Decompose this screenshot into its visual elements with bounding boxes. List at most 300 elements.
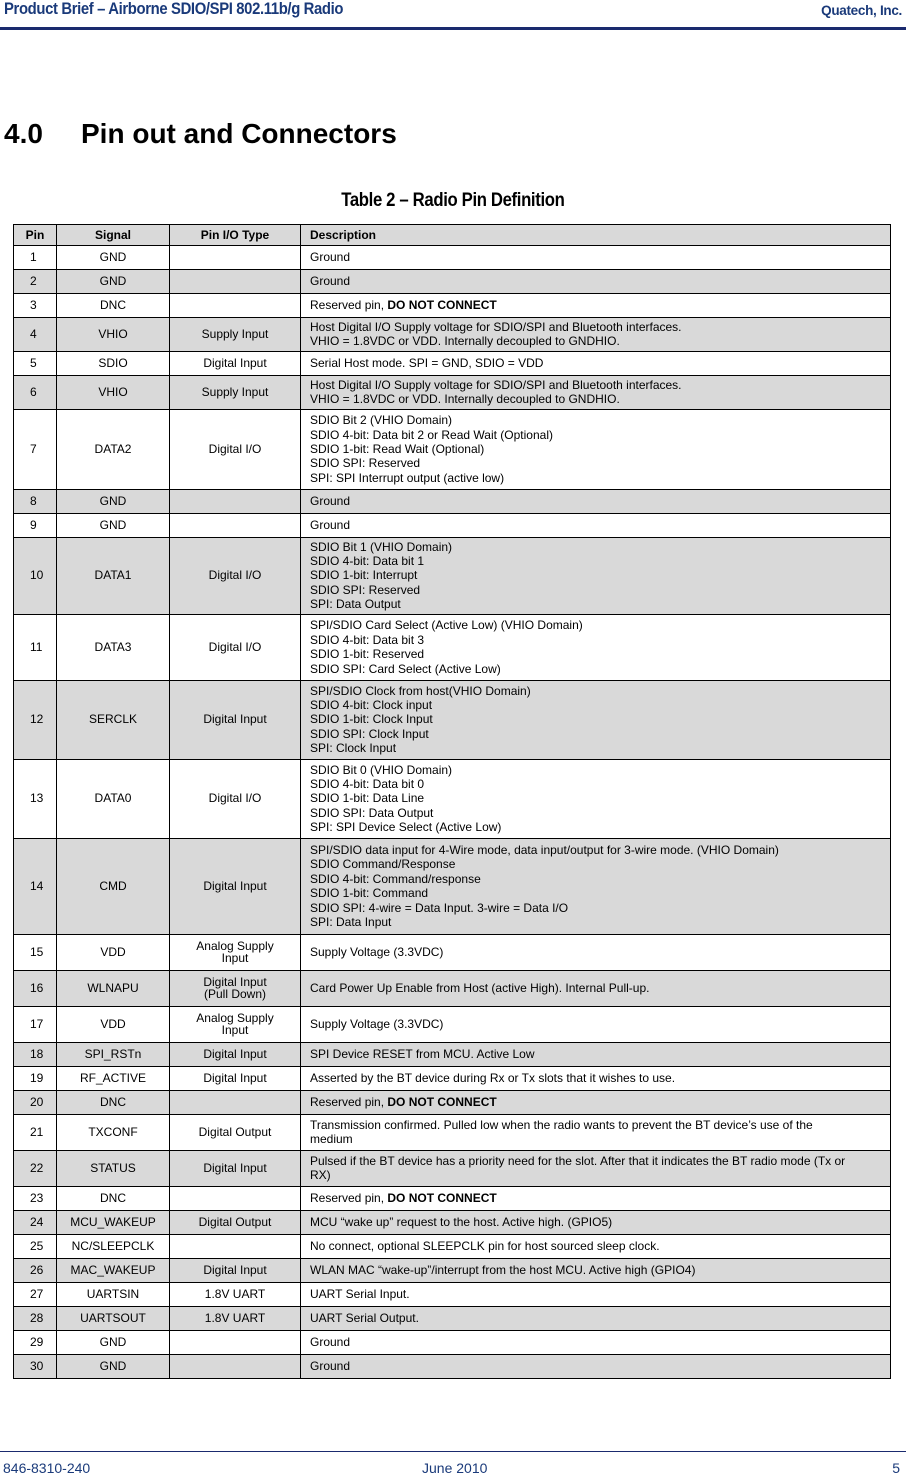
description-text: SDIO SPI: Reserved: [310, 456, 421, 471]
table-row: [14, 934, 891, 970]
description-text: SDIO Bit 2 (VHIO Domain): [310, 413, 453, 428]
table-row: [14, 1306, 891, 1330]
description-cell: [301, 1066, 891, 1090]
description-cell: [301, 246, 891, 270]
signal-cell: GND: [57, 270, 170, 294]
description-text: UART Serial Output.: [310, 1310, 419, 1325]
description-text: Card Power Up Enable from Host (active High). Internal Pull-up.: [310, 980, 650, 995]
pin-number-cell: 1: [14, 246, 57, 270]
signal-cell: DATA1: [57, 537, 170, 614]
description-cell: [301, 513, 891, 537]
description-line: [310, 945, 884, 959]
io-type-cell: [170, 1306, 301, 1330]
description-text: Ground: [310, 250, 351, 265]
description-line: [310, 1047, 884, 1061]
description-cell: [301, 970, 891, 1006]
table-row: [14, 614, 891, 680]
description-text: SDIO 1-bit: Reserved: [310, 647, 425, 662]
description-text: SDIO 1-bit: Interrupt: [310, 568, 418, 583]
pin-number-cell: 14: [14, 838, 57, 934]
description-line: [310, 872, 884, 886]
signal-cell: DNC: [57, 1186, 170, 1210]
description-text: Ground: [310, 274, 351, 289]
description-cell: [301, 1234, 891, 1258]
pin-number-cell: 7: [14, 409, 57, 489]
description-cell: [301, 1186, 891, 1210]
description-line: [310, 1335, 884, 1349]
description-line: [310, 250, 884, 264]
description-line: [310, 1263, 884, 1277]
description-line: [310, 456, 884, 470]
pin-number-cell: 27: [14, 1282, 57, 1306]
io-type-line: Digital Input: [203, 712, 267, 727]
pin-number-cell: 2: [14, 270, 57, 294]
description-line: [310, 428, 884, 442]
signal-cell: DATA3: [57, 614, 170, 680]
table-row: [14, 1042, 891, 1066]
pin-number-cell: 8: [14, 489, 57, 513]
io-type-cell: [170, 1210, 301, 1234]
header-rule: [0, 27, 906, 30]
description-line: [310, 334, 884, 348]
signal-cell: DATA2: [57, 409, 170, 489]
description-text: Serial Host mode. SPI = GND, SDIO = VDD: [310, 356, 544, 371]
signal-cell: GND: [57, 1330, 170, 1354]
io-type-cell: [170, 1114, 301, 1150]
io-type-line: Digital Output: [198, 1214, 272, 1229]
description-cell: [301, 614, 891, 680]
table-row: [14, 351, 891, 375]
description-text: SDIO 4-bit: Command/response: [310, 871, 481, 886]
signal-cell: GND: [57, 246, 170, 270]
io-type-cell: [170, 1234, 301, 1258]
description-text: SPI Device RESET from MCU. Active Low: [310, 1046, 535, 1061]
description-line: [310, 356, 884, 370]
description-line: [310, 1095, 884, 1109]
pin-number-cell: 12: [14, 680, 57, 759]
description-text: SDIO SPI: Reserved: [310, 582, 421, 597]
description-cell: [301, 680, 891, 759]
io-type-cell: [170, 1066, 301, 1090]
io-type-cell: [170, 838, 301, 934]
io-type-cell: [170, 537, 301, 614]
signal-cell: GND: [57, 489, 170, 513]
page-header: [0, 0, 906, 30]
signal-cell: DNC: [57, 294, 170, 318]
description-cell: [301, 294, 891, 318]
io-type-line: (Pull Down): [203, 987, 266, 1002]
table-row: [14, 246, 891, 270]
description-cell: [301, 409, 891, 489]
description-cell: [301, 1258, 891, 1282]
description-line: [310, 1239, 884, 1253]
description-text: SPI/SDIO Clock from host(VHIO Domain): [310, 683, 531, 698]
io-type-line: Digital Input: [203, 1046, 267, 1061]
description-line: [310, 1071, 884, 1085]
description-text: SDIO 1-bit: Data Line: [310, 791, 425, 806]
io-type-line: Input: [221, 951, 249, 966]
signal-cell: DATA0: [57, 759, 170, 838]
description-text: SDIO 4-bit: Data bit 0: [310, 777, 425, 792]
description-text: Reserved pin,: [310, 298, 388, 313]
description-line: [310, 886, 884, 900]
description-cell: [301, 489, 891, 513]
io-type-line: Analog Supply: [196, 1010, 274, 1025]
description-cell: [301, 1330, 891, 1354]
description-line: [310, 1168, 884, 1182]
company-name: Quatech, Inc.: [821, 3, 902, 18]
table-row: [14, 1258, 891, 1282]
description-line: [310, 633, 884, 647]
pin-number-cell: 10: [14, 537, 57, 614]
description-text: No connect, optional SLEEPCLK pin for host sourced sleep clock.: [310, 1238, 660, 1253]
io-type-cell: [170, 409, 301, 489]
table-row: [14, 1150, 891, 1186]
signal-cell: NC/SLEEPCLK: [57, 1234, 170, 1258]
description-line: [310, 568, 884, 582]
document-title: Product Brief – Airborne SDIO/SPI 802.11b/g Radio: [4, 0, 344, 18]
description-text: Supply Voltage (3.3VDC): [310, 944, 444, 959]
table-row: [14, 1210, 891, 1234]
description-line: [310, 662, 884, 676]
io-type-cell: [170, 1090, 301, 1114]
description-line: [310, 298, 884, 312]
section-heading: [4, 118, 397, 150]
description-cell: [301, 1006, 891, 1042]
signal-cell: SDIO: [57, 351, 170, 375]
warning-text: DO NOT CONNECT: [387, 298, 497, 313]
column-header-pin: Pin: [14, 225, 57, 246]
io-type-cell: [170, 489, 301, 513]
description-line: [310, 698, 884, 712]
description-line: [310, 554, 884, 568]
description-text: Reserved pin,: [310, 1190, 388, 1205]
column-header-description: Description: [301, 225, 891, 246]
signal-cell: TXCONF: [57, 1114, 170, 1150]
table-row: [14, 294, 891, 318]
description-text: SDIO 4-bit: Data bit 2 or Read Wait (Optional): [310, 427, 553, 442]
io-type-line: Digital Input: [203, 356, 267, 371]
description-line: [310, 1154, 884, 1168]
table-row: [14, 409, 891, 489]
io-type-line: Analog Supply: [196, 938, 274, 953]
description-text: medium: [310, 1132, 353, 1147]
pin-number-cell: 19: [14, 1066, 57, 1090]
description-cell: [301, 1306, 891, 1330]
table-row: [14, 1330, 891, 1354]
io-type-line: Supply Input: [201, 384, 269, 399]
description-text: SDIO Command/Response: [310, 857, 456, 872]
signal-cell: CMD: [57, 838, 170, 934]
description-line: [310, 597, 884, 611]
description-cell: [301, 318, 891, 352]
table-header-row: [14, 225, 891, 246]
pin-number-cell: 26: [14, 1258, 57, 1282]
section-title: Pin out and Connectors: [81, 118, 397, 149]
description-line: [310, 320, 884, 334]
description-text: Ground: [310, 493, 351, 508]
description-line: [310, 647, 884, 661]
description-text: SPI/SDIO data input for 4-Wire mode, data input/output for 3-wire mode. (VHIO Domain): [310, 842, 779, 857]
io-type-cell: [170, 1186, 301, 1210]
signal-cell: VHIO: [57, 375, 170, 409]
io-type-line: Digital I/O: [208, 791, 262, 806]
description-line: [310, 1132, 884, 1146]
table-row: [14, 680, 891, 759]
description-line: [310, 1359, 884, 1373]
io-type-line: Digital Input: [203, 974, 267, 989]
description-cell: [301, 934, 891, 970]
description-line: [310, 518, 884, 532]
description-text: SDIO Bit 0 (VHIO Domain): [310, 762, 453, 777]
io-type-line: Digital I/O: [208, 639, 262, 654]
table-row: [14, 318, 891, 352]
description-line: [310, 540, 884, 554]
description-text: Supply Voltage (3.3VDC): [310, 1016, 444, 1031]
signal-cell: GND: [57, 1354, 170, 1378]
description-cell: [301, 375, 891, 409]
description-text: MCU “wake up” request to the host. Active high. (GPIO5): [310, 1214, 613, 1229]
description-text: SPI: SPI Device Select (Active Low): [310, 820, 502, 835]
io-type-cell: [170, 1330, 301, 1354]
io-type-cell: [170, 513, 301, 537]
io-type-cell: [170, 375, 301, 409]
description-line: [310, 806, 884, 820]
description-line: [310, 857, 884, 871]
pin-number-cell: 13: [14, 759, 57, 838]
io-type-cell: [170, 759, 301, 838]
pin-number-cell: 23: [14, 1186, 57, 1210]
description-line: [310, 583, 884, 597]
pin-number-cell: 9: [14, 513, 57, 537]
signal-cell: UARTSOUT: [57, 1306, 170, 1330]
table-row: [14, 970, 891, 1006]
description-cell: [301, 1114, 891, 1150]
signal-cell: RF_ACTIVE: [57, 1066, 170, 1090]
description-text: Host Digital I/O Supply voltage for SDIO/SPI and Bluetooth interfaces.: [310, 377, 682, 392]
description-text: SPI: Data Output: [310, 597, 401, 612]
description-line: [310, 471, 884, 485]
table-row: [14, 270, 891, 294]
io-type-line: Digital Input: [203, 1262, 267, 1277]
description-text: Asserted by the BT device during Rx or Tx slots that it wishes to use.: [310, 1070, 676, 1085]
signal-cell: GND: [57, 513, 170, 537]
pin-number-cell: 11: [14, 614, 57, 680]
table-row: [14, 489, 891, 513]
description-line: [310, 618, 884, 632]
description-cell: [301, 838, 891, 934]
description-text: Ground: [310, 1358, 351, 1373]
description-text: Transmission confirmed. Pulled low when the radio wants to prevent the BT device’s use of the: [310, 1117, 813, 1132]
description-line: [310, 494, 884, 508]
pin-number-cell: 6: [14, 375, 57, 409]
table-row: [14, 537, 891, 614]
section-number: 4.0: [4, 118, 43, 149]
description-line: [310, 1118, 884, 1132]
pin-number-cell: 28: [14, 1306, 57, 1330]
io-type-line: 1.8V UART: [204, 1310, 266, 1325]
description-line: [310, 413, 884, 427]
signal-cell: MCU_WAKEUP: [57, 1210, 170, 1234]
io-type-cell: [170, 1354, 301, 1378]
io-type-cell: [170, 270, 301, 294]
description-text: VHIO = 1.8VDC or VDD. Internally decoupled to GNDHIO.: [310, 334, 620, 349]
signal-cell: MAC_WAKEUP: [57, 1258, 170, 1282]
signal-cell: WLNAPU: [57, 970, 170, 1006]
description-line: [310, 274, 884, 288]
description-text: Ground: [310, 517, 351, 532]
pin-number-cell: 18: [14, 1042, 57, 1066]
io-type-line: Input: [221, 1023, 249, 1038]
description-line: [310, 791, 884, 805]
description-text: SDIO SPI: Clock Input: [310, 726, 429, 741]
description-cell: [301, 351, 891, 375]
io-type-cell: [170, 246, 301, 270]
signal-cell: DNC: [57, 1090, 170, 1114]
document-date: June 2010: [422, 1460, 488, 1476]
io-type-line: 1.8V UART: [204, 1286, 266, 1301]
description-cell: [301, 537, 891, 614]
table-row: [14, 1282, 891, 1306]
description-text: RX): [310, 1168, 331, 1183]
description-text: SPI: Clock Input: [310, 741, 397, 756]
io-type-cell: [170, 1150, 301, 1186]
pin-number-cell: 22: [14, 1150, 57, 1186]
io-type-cell: [170, 294, 301, 318]
pin-number-cell: 21: [14, 1114, 57, 1150]
description-line: [310, 981, 884, 995]
description-text: SDIO 1-bit: Clock Input: [310, 712, 433, 727]
page-number: 5: [892, 1460, 900, 1476]
warning-text: DO NOT CONNECT: [387, 1190, 497, 1205]
table-row: [14, 1114, 891, 1150]
io-type-line: Digital I/O: [208, 441, 262, 456]
table-row: [14, 1354, 891, 1378]
io-type-cell: [170, 1042, 301, 1066]
signal-cell: STATUS: [57, 1150, 170, 1186]
description-line: [310, 442, 884, 456]
description-text: SDIO 4-bit: Clock input: [310, 698, 433, 713]
column-header-signal: Signal: [57, 225, 170, 246]
description-text: SDIO 4-bit: Data bit 1: [310, 554, 425, 569]
description-line: [310, 843, 884, 857]
description-text: SDIO SPI: 4-wire = Data Input. 3-wire = Data I/O: [310, 900, 569, 915]
pin-number-cell: 16: [14, 970, 57, 1006]
pin-number-cell: 24: [14, 1210, 57, 1234]
io-type-line: Supply Input: [201, 327, 269, 342]
signal-cell: VHIO: [57, 318, 170, 352]
io-type-line: Digital Output: [198, 1124, 272, 1139]
signal-cell: VDD: [57, 1006, 170, 1042]
footer-rule: [0, 1451, 906, 1452]
description-cell: [301, 1354, 891, 1378]
io-type-line: Digital Input: [203, 1160, 267, 1175]
description-text: Ground: [310, 1334, 351, 1349]
io-type-cell: [170, 318, 301, 352]
document-number: 846-8310-240: [3, 1460, 91, 1476]
io-type-cell: [170, 614, 301, 680]
description-cell: [301, 1042, 891, 1066]
io-type-cell: [170, 934, 301, 970]
description-line: [310, 741, 884, 755]
description-cell: [301, 759, 891, 838]
description-text: Host Digital I/O Supply voltage for SDIO/SPI and Bluetooth interfaces.: [310, 320, 682, 334]
table-row: [14, 759, 891, 838]
pin-number-cell: 15: [14, 934, 57, 970]
signal-cell: SERCLK: [57, 680, 170, 759]
table-caption-text: Table 2 – Radio Pin Definition: [341, 190, 565, 211]
io-type-cell: [170, 680, 301, 759]
description-line: [310, 684, 884, 698]
description-text: SDIO 1-bit: Command: [310, 886, 429, 901]
table-row: [14, 375, 891, 409]
table-caption: [0, 190, 906, 212]
pin-number-cell: 29: [14, 1330, 57, 1354]
description-line: [310, 378, 884, 392]
pin-number-cell: 17: [14, 1006, 57, 1042]
description-text: UART Serial Input.: [310, 1286, 410, 1301]
io-type-line: Digital I/O: [208, 568, 262, 583]
table-row: [14, 838, 891, 934]
description-cell: [301, 1282, 891, 1306]
column-header-type: Pin I/O Type: [170, 225, 301, 246]
description-text: SDIO SPI: Data Output: [310, 805, 434, 820]
description-text: SDIO 1-bit: Read Wait (Optional): [310, 441, 485, 456]
description-cell: [301, 1150, 891, 1186]
pin-definition-table: [13, 224, 891, 1379]
description-line: [310, 1287, 884, 1301]
pin-number-cell: 20: [14, 1090, 57, 1114]
table-row: [14, 1066, 891, 1090]
description-text: Pulsed if the BT device has a priority need for the slot. After that it indicates the BT radio mode (Tx or: [310, 1153, 846, 1168]
description-text: VHIO = 1.8VDC or VDD. Internally decoupled to GNDHIO.: [310, 392, 620, 407]
signal-cell: SPI_RSTn: [57, 1042, 170, 1066]
table-row: [14, 1234, 891, 1258]
description-text: WLAN MAC “wake-up”/interrupt from the host MCU. Active high (GPIO4): [310, 1262, 696, 1277]
description-line: [310, 901, 884, 915]
description-line: [310, 763, 884, 777]
description-cell: [301, 1210, 891, 1234]
io-type-cell: [170, 1006, 301, 1042]
description-line: [310, 1311, 884, 1325]
pin-number-cell: 30: [14, 1354, 57, 1378]
description-line: [310, 777, 884, 791]
io-type-line: Digital Input: [203, 878, 267, 893]
pin-number-cell: 4: [14, 318, 57, 352]
pin-number-cell: 25: [14, 1234, 57, 1258]
description-line: [310, 392, 884, 406]
io-type-cell: [170, 1282, 301, 1306]
description-line: [310, 1191, 884, 1205]
description-cell: [301, 1090, 891, 1114]
io-type-cell: [170, 970, 301, 1006]
description-cell: [301, 270, 891, 294]
description-text: SDIO SPI: Card Select (Active Low): [310, 661, 501, 676]
table-row: [14, 1090, 891, 1114]
description-text: SPI: Data Input: [310, 914, 392, 929]
warning-text: DO NOT CONNECT: [387, 1094, 497, 1109]
table-row: [14, 1186, 891, 1210]
description-line: [310, 727, 884, 741]
description-text: SPI/SDIO Card Select (Active Low) (VHIO Domain): [310, 618, 583, 633]
io-type-cell: [170, 351, 301, 375]
description-text: SPI: SPI Interrupt output (active low): [310, 470, 505, 485]
description-text: Reserved pin,: [310, 1094, 388, 1109]
signal-cell: VDD: [57, 934, 170, 970]
description-line: [310, 1017, 884, 1031]
io-type-cell: [170, 1258, 301, 1282]
description-line: [310, 915, 884, 929]
